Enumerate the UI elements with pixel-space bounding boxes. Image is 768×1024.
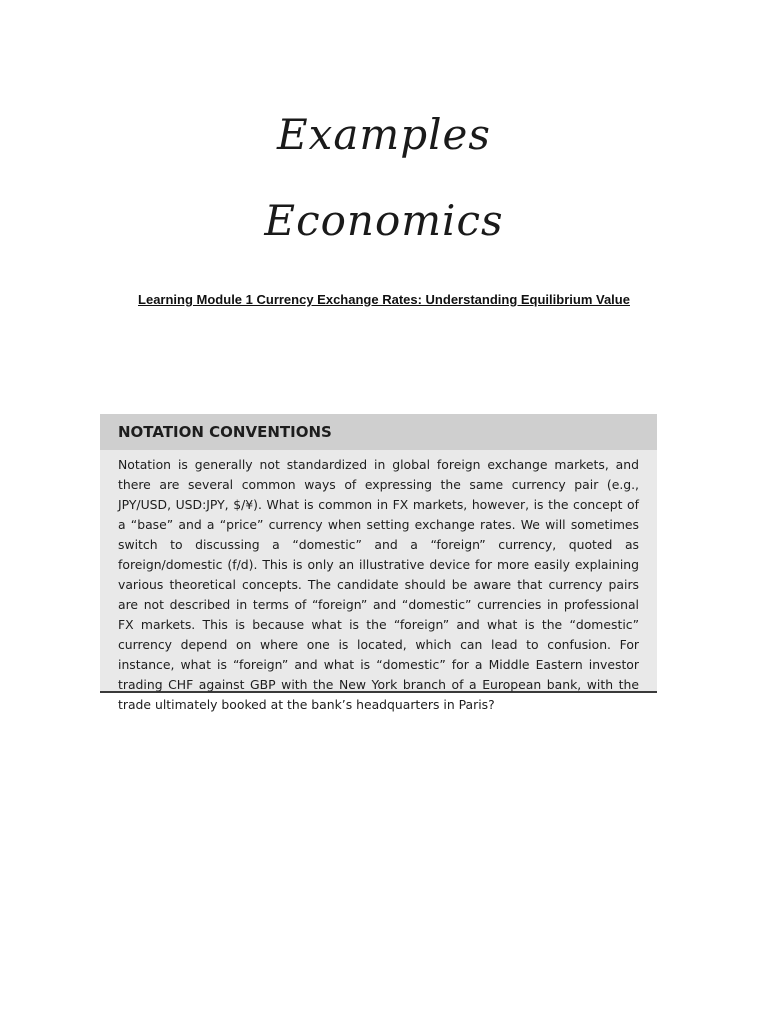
notation-box-header: NOTATION CONVENTIONS <box>100 414 657 450</box>
module-heading: Learning Module 1 Currency Exchange Rates: Understanding Equilibrium Value <box>138 292 630 307</box>
decorative-title-examples: Examples <box>277 110 491 159</box>
notation-conventions-box <box>100 414 657 712</box>
decorative-title-economics: Economics <box>264 196 504 245</box>
notation-box-body: Notation is generally not standardized in global foreign exchange markets, and there are several common ways of expressing the same currency pair (e.g., JPY/USD, USD:JPY, $/¥). What is common in FX markets, however, is the concept of a “base” and a “price” currency when setting exchange rates. We will sometimes switch to discussing a “domestic” and a “foreign” currency, quoted as foreign/domestic (f/d). This is only an illustrative device for more easily explaining various theoretical concepts. The candidate should be aware that currency pairs are not described in terms of “foreign” and “domestic” currencies in professional FX markets. This is because what is the “foreign” and what is the “domestic” currency depend on where one is located, which can lead to confusion. For instance, what is “foreign” and what is “domestic” for a Middle Eastern investor trading CHF against GBP with the New York branch of a European bank, with the trade ultimately booked at the bank’s headquarters in Paris? <box>118 457 639 712</box>
